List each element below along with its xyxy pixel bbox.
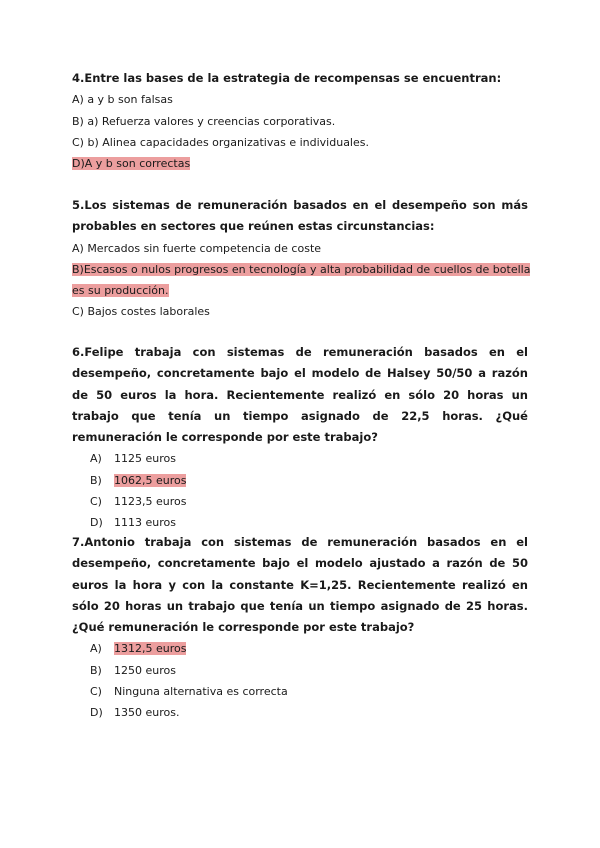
option-b-correct-line1: B)Escasos o nulos progresos en tecnología y alta probabilidad de cuellos de botella [72, 262, 531, 276]
question-text: 7.Antonio trabaja con sistemas de remuneración basados en el desempeño, concretamente bajo el modelo ajustado a razón de 50 euros la hora y con la constante K=1,25. Recientemente realizó en sólo 20 horas un trabajo que tenía un tiempo asignado de 25 horas. ¿Qué remuneración le corresponde por este trabajo? [72, 535, 528, 635]
option-b: B) 1250 euros [90, 663, 176, 677]
option-a-correct: 1312,5 euros [114, 642, 187, 656]
question-text: 5.Los sistemas de remuneración basados en el desempeño son más probables en sectores que reúnen estas circunstancias: [72, 198, 528, 234]
option-c: C) Ninguna alternativa es correcta [90, 685, 288, 699]
option-b: B) 1062,5 euros [90, 473, 187, 487]
option-c: C) Bajos costes laborales [72, 305, 210, 319]
option-a: A) Mercados sin fuerte competencia de coste [72, 241, 322, 255]
question-4 [72, 68, 528, 174]
option-d: D) 1350 euros. [90, 706, 180, 720]
option-b: B) a) Refuerza valores y creencias corporativas. [72, 114, 336, 128]
option-c: C) b) Alinea capacidades organizativas e individuales. [72, 135, 369, 149]
option-c: C) 1123,5 euros [90, 495, 187, 509]
option-a: A) 1125 euros [90, 452, 176, 466]
option-d-correct: D)A y b son correctas [72, 157, 191, 171]
option-d: D) 1113 euros [90, 516, 176, 530]
question-7 [72, 532, 528, 724]
question-text: 6.Felipe trabaja con sistemas de remuneración basados en el desempeño, concretamente bajo el modelo de Halsey 50/50 a razón de 50 euros la hora. Recientemente realizó en sólo 20 horas un trabajo que tenía un tiempo asignado de 22,5 horas. ¿Qué remuneración le corresponde por este trabajo? [72, 345, 528, 445]
question-6 [72, 342, 528, 534]
option-a: A) a y b son falsas [72, 93, 173, 107]
option-a: A) 1312,5 euros [90, 642, 187, 656]
option-b-correct: 1062,5 euros [114, 473, 187, 487]
question-text: 4.Entre las bases de la estrategia de recompensas se encuentran: [72, 71, 502, 85]
question-5 [72, 195, 531, 323]
option-b-correct-line2: es su producción. [72, 284, 169, 298]
